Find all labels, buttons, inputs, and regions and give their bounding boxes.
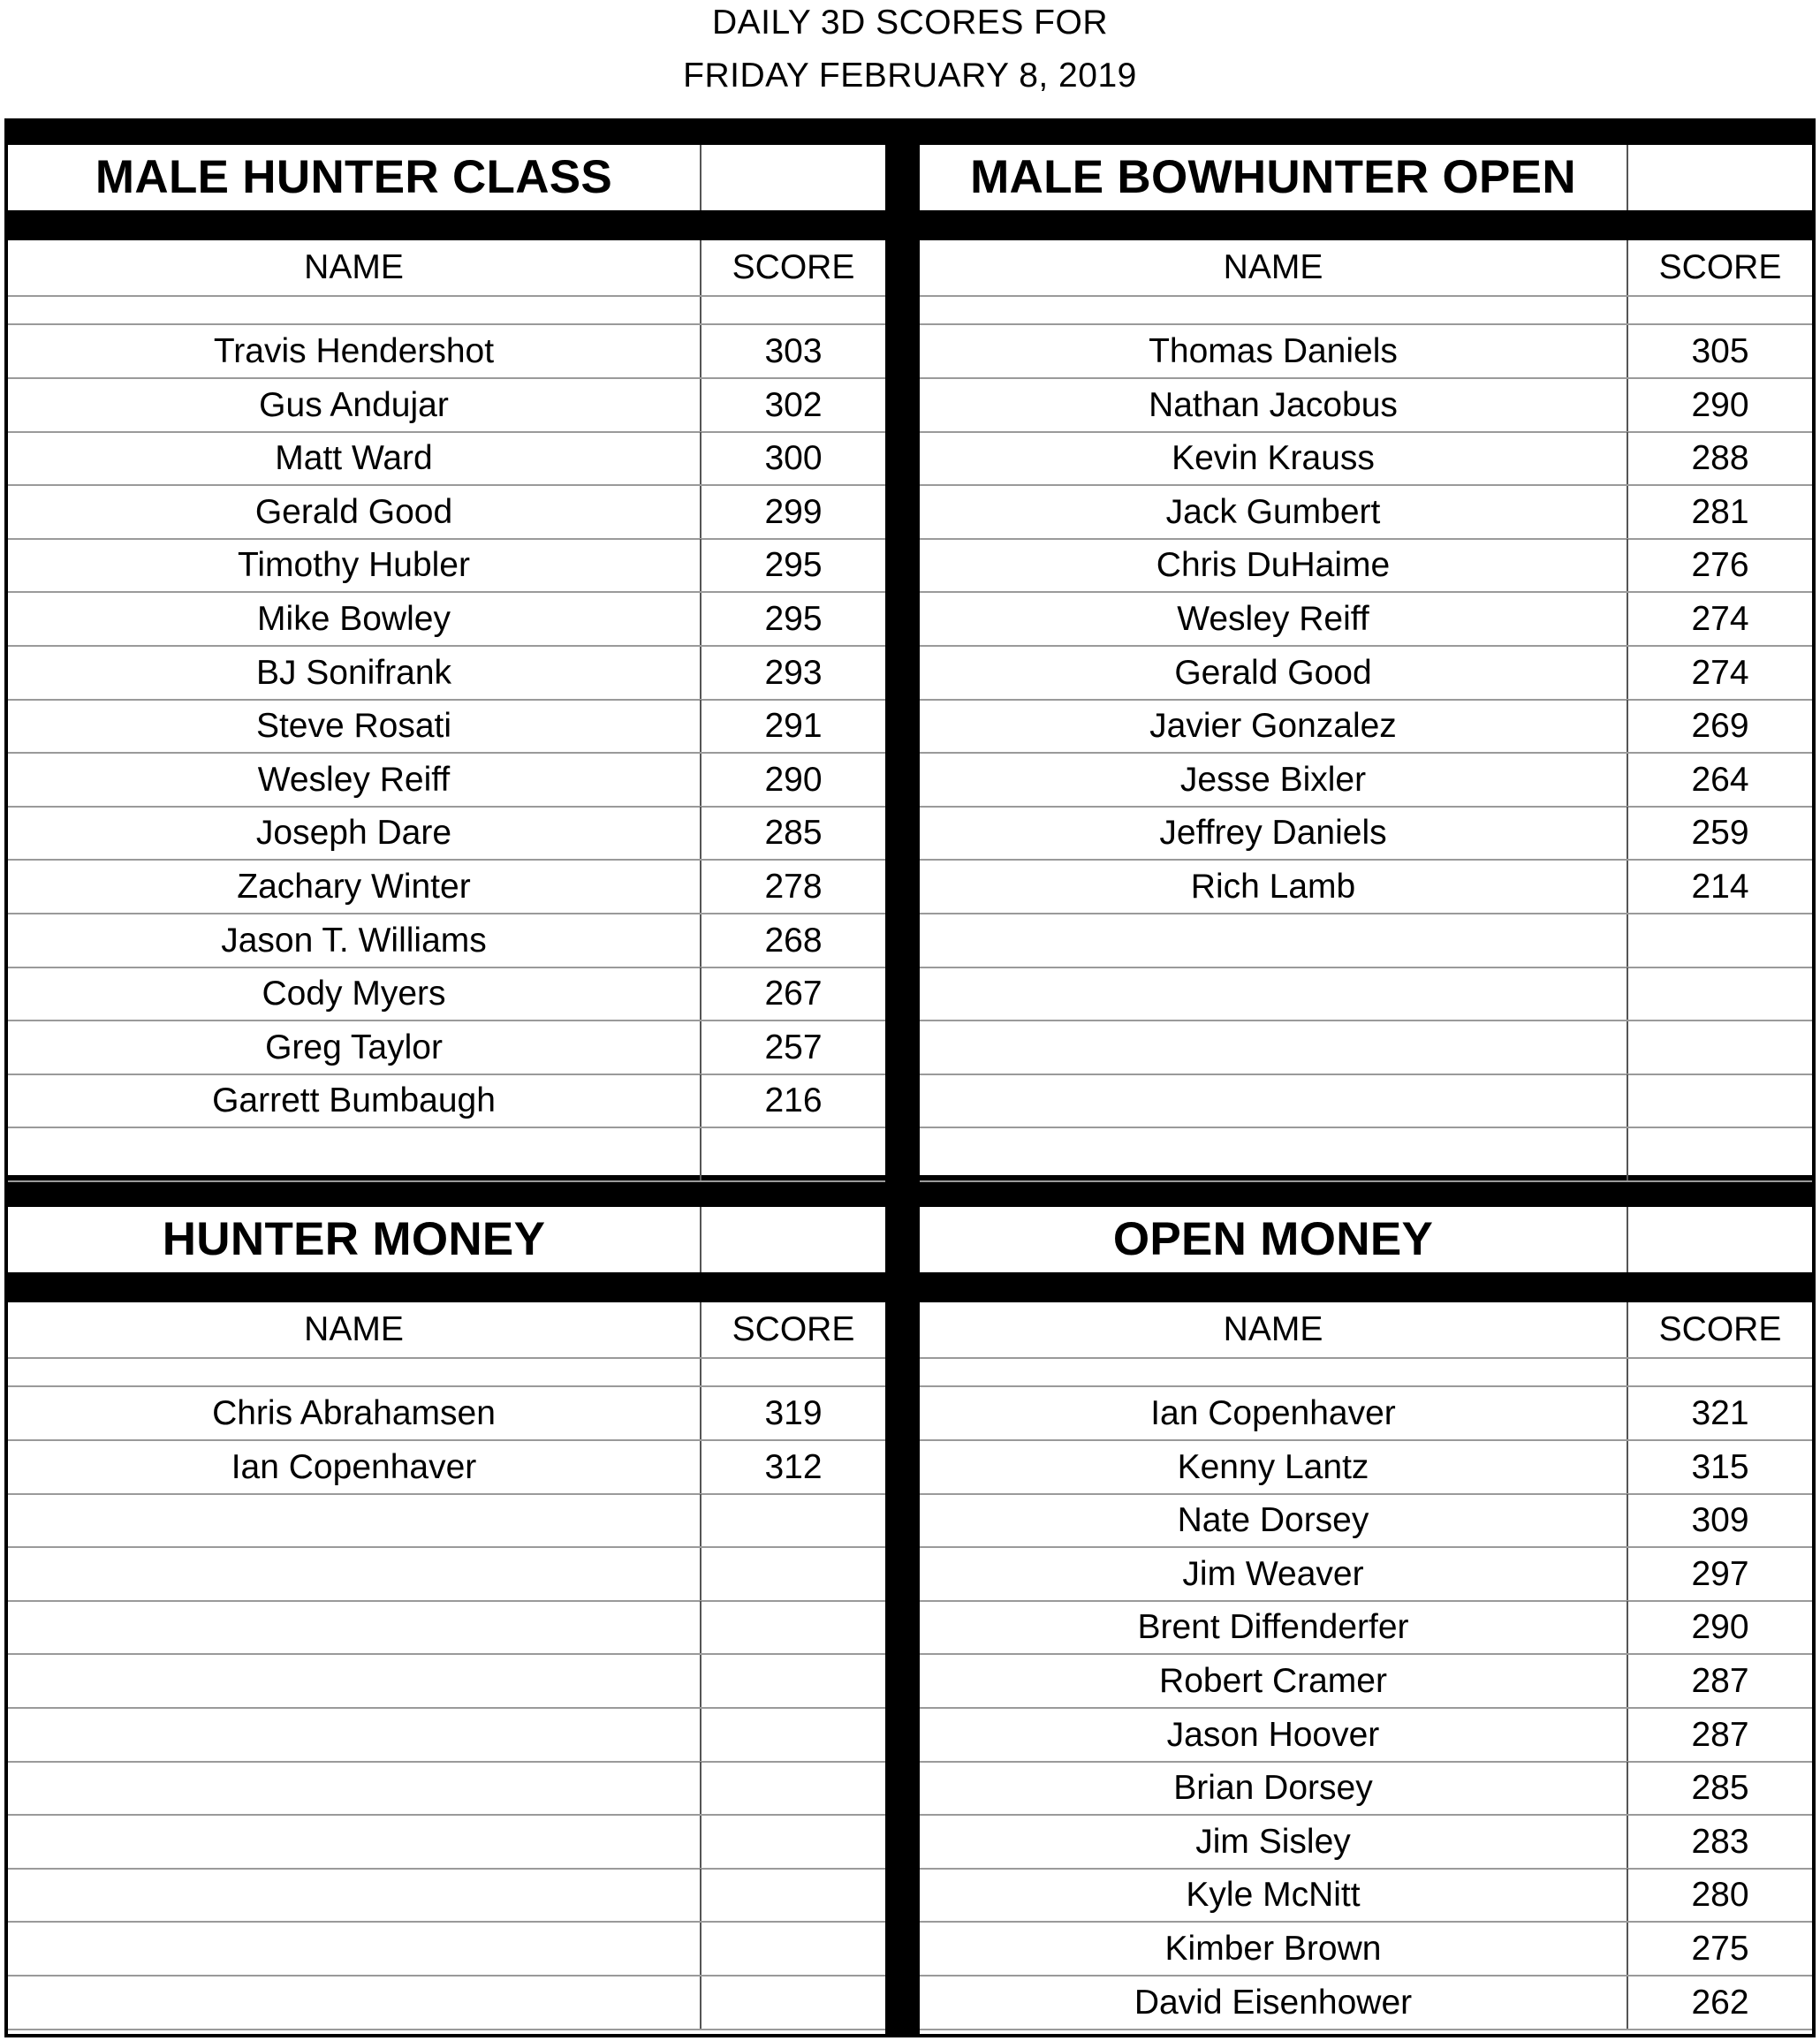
table-row	[8, 379, 885, 433]
archer-name: Brent Diffenderfer	[1137, 1607, 1409, 1646]
table-row	[920, 1601, 1812, 1655]
archer-name	[8, 1128, 700, 1180]
table-row	[8, 861, 885, 914]
name-column-header: NAME	[1223, 1310, 1323, 1348]
column-header-row	[920, 240, 1812, 297]
table-row	[8, 1655, 885, 1709]
archer-score	[701, 1494, 885, 1546]
archer-score: 309	[1691, 1500, 1749, 1539]
section-title: MALE BOWHUNTER OPEN	[970, 151, 1576, 203]
archer-score: 281	[1691, 492, 1749, 531]
table-row	[8, 486, 885, 540]
spacer-row	[920, 1359, 1812, 1387]
table-row	[8, 1548, 885, 1602]
table-row	[920, 1128, 1812, 1182]
column-divider	[700, 145, 701, 210]
table-row	[8, 539, 885, 593]
archer-name: Rich Lamb	[1190, 867, 1356, 906]
archer-name: Jack Gumbert	[1165, 492, 1381, 531]
header-band	[8, 1272, 885, 1302]
archer-score: 315	[1691, 1447, 1749, 1486]
archer-score	[701, 1816, 885, 1868]
archer-name: Wesley Reiff	[1177, 599, 1369, 638]
page-title-line-2: FRIDAY FEBRUARY 8, 2019	[683, 57, 1137, 95]
score-sheet	[4, 118, 1816, 2037]
table-row	[8, 1494, 885, 1548]
archer-score	[701, 1655, 885, 1707]
archer-name: Mike Bowley	[257, 599, 451, 638]
archer-score: 278	[764, 867, 823, 906]
archer-score: 319	[764, 1393, 823, 1432]
header-band	[8, 210, 885, 240]
archer-score: 285	[1691, 1768, 1749, 1807]
archer-name	[8, 1601, 700, 1653]
table-row	[920, 914, 1812, 968]
archer-score: 295	[764, 599, 823, 638]
section-header	[920, 145, 1812, 210]
table-row	[920, 539, 1812, 593]
column-divider	[700, 1207, 701, 1272]
archer-score: 276	[1691, 545, 1749, 584]
score-column-header: SCORE	[1658, 248, 1782, 286]
archer-score	[1628, 1021, 1812, 1074]
archer-score: 321	[1691, 1393, 1749, 1432]
archer-score: 312	[764, 1447, 823, 1486]
header-band	[920, 210, 1812, 240]
score-column-header: SCORE	[1658, 1310, 1782, 1348]
column-header-row	[8, 1302, 885, 1359]
name-column-header: NAME	[304, 1310, 404, 1348]
column-header-row	[8, 240, 885, 297]
archer-score	[1628, 967, 1812, 1020]
archer-score: 299	[764, 492, 823, 531]
column-divider	[1627, 145, 1628, 210]
table-row	[920, 1762, 1812, 1816]
table-row	[920, 486, 1812, 540]
header-band	[920, 1272, 1812, 1302]
archer-name: Kyle McNitt	[1186, 1875, 1361, 1914]
table-row	[8, 1869, 885, 1923]
archer-name: Ian Copenhaver	[1150, 1393, 1396, 1432]
archer-score: 274	[1691, 599, 1749, 638]
archer-score	[701, 1128, 885, 1180]
table-row	[920, 1709, 1812, 1763]
archer-name: Zachary Winter	[237, 867, 471, 906]
section-title: HUNTER MONEY	[162, 1213, 546, 1265]
score-column-header: SCORE	[732, 1310, 855, 1348]
archer-score: 287	[1691, 1715, 1749, 1754]
table-row	[920, 593, 1812, 647]
archer-score: 274	[1691, 653, 1749, 692]
table-row	[8, 1387, 885, 1441]
archer-score	[701, 1548, 885, 1600]
table-row	[920, 754, 1812, 808]
table-row	[8, 807, 885, 861]
name-column-header: NAME	[1223, 248, 1323, 286]
archer-name: Chris Abrahamsen	[212, 1393, 496, 1432]
archer-score: 262	[1691, 1983, 1749, 2022]
table-row	[8, 647, 885, 701]
archer-name: Gus Andujar	[259, 385, 449, 424]
table-row	[8, 1816, 885, 1870]
archer-name: Travis Hendershot	[213, 331, 495, 370]
archer-score: 303	[764, 331, 823, 370]
archer-score	[701, 1359, 885, 1385]
table-row	[8, 1762, 885, 1816]
section-header	[920, 1207, 1812, 1272]
column-header-row	[920, 1302, 1812, 1359]
archer-score: 216	[764, 1081, 823, 1119]
archer-name	[920, 1021, 1627, 1074]
archer-name: Gerald Good	[254, 492, 453, 531]
archer-name	[8, 1709, 700, 1761]
archer-score: 268	[764, 921, 823, 960]
archer-name	[920, 1128, 1627, 1180]
archer-score: 257	[764, 1028, 823, 1066]
score-table	[8, 1302, 885, 2034]
archer-name: Timothy Hubler	[238, 545, 470, 584]
archer-name: Jason T. Williams	[221, 921, 487, 960]
table-row	[8, 1021, 885, 1075]
table-row	[920, 1074, 1812, 1128]
table-row	[8, 1977, 885, 2030]
archer-name: Nate Dorsey	[1177, 1500, 1369, 1539]
table-row	[8, 1709, 885, 1763]
archer-name	[8, 1762, 700, 1814]
archer-name	[920, 967, 1627, 1020]
archer-score: 297	[1691, 1554, 1749, 1593]
table-row	[8, 754, 885, 808]
spacer-row	[8, 1359, 885, 1387]
archer-name: David Eisenhower	[1134, 1983, 1413, 2022]
table-row	[920, 325, 1812, 379]
archer-name: BJ Sonifrank	[255, 653, 452, 692]
archer-name: Nathan Jacobus	[1149, 385, 1398, 424]
archer-name	[8, 1816, 700, 1868]
archer-score	[701, 1869, 885, 1921]
archer-name	[8, 1977, 700, 2029]
archer-score	[1628, 1128, 1812, 1180]
archer-name: Kimber Brown	[1164, 1929, 1382, 1968]
archer-score: 285	[764, 813, 823, 852]
archer-name	[920, 914, 1627, 967]
archer-score: 214	[1691, 867, 1749, 906]
archer-name: Kenny Lantz	[1177, 1447, 1369, 1486]
archer-name: Jason Hoover	[1166, 1715, 1380, 1754]
archer-name: Joseph Dare	[255, 813, 452, 852]
section-male-hunter-class	[8, 145, 885, 1175]
archer-score: 290	[764, 760, 823, 799]
section-hunter-money	[8, 1207, 885, 2034]
archer-score: 269	[1691, 706, 1749, 745]
archer-name: Wesley Reiff	[257, 760, 451, 799]
archer-score	[701, 1709, 885, 1761]
archer-score	[1628, 1359, 1812, 1385]
archer-score	[1628, 1074, 1812, 1127]
table-row	[920, 1021, 1812, 1075]
archer-score: 264	[1691, 760, 1749, 799]
spacer-row	[920, 297, 1812, 325]
archer-score	[701, 297, 885, 323]
archer-score: 300	[764, 438, 823, 477]
table-row	[8, 593, 885, 647]
table-row	[8, 700, 885, 754]
archer-score: 259	[1691, 813, 1749, 852]
archer-score: 290	[1691, 385, 1749, 424]
score-column-header: SCORE	[732, 248, 855, 286]
table-row	[920, 432, 1812, 486]
section-open-money	[920, 1207, 1812, 2034]
name-column-header: NAME	[304, 248, 404, 286]
spacer-row	[8, 297, 885, 325]
table-row	[920, 647, 1812, 701]
archer-name: Jeffrey Daniels	[1159, 813, 1387, 852]
archer-name: Kevin Krauss	[1172, 438, 1375, 477]
archer-score: 305	[1691, 331, 1749, 370]
archer-name: Jim Weaver	[1182, 1554, 1364, 1593]
archer-name: Gerald Good	[1174, 653, 1372, 692]
archer-name	[8, 1655, 700, 1707]
archer-score: 280	[1691, 1875, 1749, 1914]
table-row	[8, 1923, 885, 1977]
archer-name	[920, 1074, 1627, 1127]
table-row	[920, 807, 1812, 861]
table-row	[920, 1441, 1812, 1495]
table-row	[8, 1601, 885, 1655]
archer-score: 302	[764, 385, 823, 424]
section-title: MALE HUNTER CLASS	[95, 151, 613, 203]
section-male-bowhunter-open	[920, 145, 1812, 1175]
table-row	[920, 967, 1812, 1021]
table-row	[920, 1548, 1812, 1602]
archer-name: Jim Sisley	[1195, 1822, 1351, 1861]
table-row	[8, 914, 885, 968]
archer-score: 275	[1691, 1929, 1749, 1968]
archer-name: Thomas Daniels	[1149, 331, 1398, 370]
table-row	[8, 967, 885, 1021]
section-title: OPEN MONEY	[1112, 1213, 1434, 1265]
archer-score	[701, 1762, 885, 1814]
archer-name: Garrett Bumbaugh	[212, 1081, 496, 1119]
section-header	[8, 1207, 885, 1272]
archer-name	[8, 297, 700, 323]
archer-score: 267	[764, 974, 823, 1013]
archer-name	[8, 1359, 700, 1385]
archer-name: Jesse Bixler	[1179, 760, 1367, 799]
archer-score: 283	[1691, 1822, 1749, 1861]
table-row	[920, 379, 1812, 433]
archer-score	[1628, 297, 1812, 323]
archer-name	[8, 1923, 700, 1975]
archer-score	[701, 1601, 885, 1653]
archer-name: Javier Gonzalez	[1149, 706, 1397, 745]
archer-name: Ian Copenhaver	[231, 1447, 477, 1486]
table-row	[920, 1494, 1812, 1548]
archer-score	[701, 1977, 885, 2029]
table-row	[920, 1387, 1812, 1441]
table-row	[8, 432, 885, 486]
archer-score: 295	[764, 545, 823, 584]
archer-name: Cody Myers	[262, 974, 446, 1013]
table-row	[920, 700, 1812, 754]
archer-name: Greg Taylor	[265, 1028, 443, 1066]
table-row	[920, 861, 1812, 914]
table-row	[920, 1923, 1812, 1977]
archer-name	[920, 1359, 1627, 1385]
table-row	[8, 325, 885, 379]
archer-score: 290	[1691, 1607, 1749, 1646]
column-divider	[1627, 1207, 1628, 1272]
table-row	[8, 1441, 885, 1495]
table-row	[8, 1128, 885, 1182]
table-row	[8, 1074, 885, 1128]
table-row	[920, 1816, 1812, 1870]
archer-score: 287	[1691, 1661, 1749, 1700]
table-row	[920, 1977, 1812, 2030]
archer-name: Brian Dorsey	[1173, 1768, 1373, 1807]
archer-name: Robert Cramer	[1159, 1661, 1387, 1700]
archer-score: 293	[764, 653, 823, 692]
archer-name	[920, 297, 1627, 323]
section-header	[8, 145, 885, 210]
archer-score	[1628, 914, 1812, 967]
archer-name	[8, 1548, 700, 1600]
table-row	[920, 1869, 1812, 1923]
archer-score	[701, 1923, 885, 1975]
table-row	[920, 1655, 1812, 1709]
archer-name: Chris DuHaime	[1156, 545, 1391, 584]
page-title-line-1: DAILY 3D SCORES FOR	[711, 4, 1108, 42]
score-table	[920, 1302, 1812, 2034]
archer-score: 291	[764, 706, 823, 745]
archer-name	[8, 1869, 700, 1921]
archer-name: Steve Rosati	[255, 706, 452, 745]
archer-score: 288	[1691, 438, 1749, 477]
archer-name	[8, 1494, 700, 1546]
archer-name: Matt Ward	[275, 438, 433, 477]
score-table	[920, 240, 1812, 1175]
score-table	[8, 240, 885, 1175]
